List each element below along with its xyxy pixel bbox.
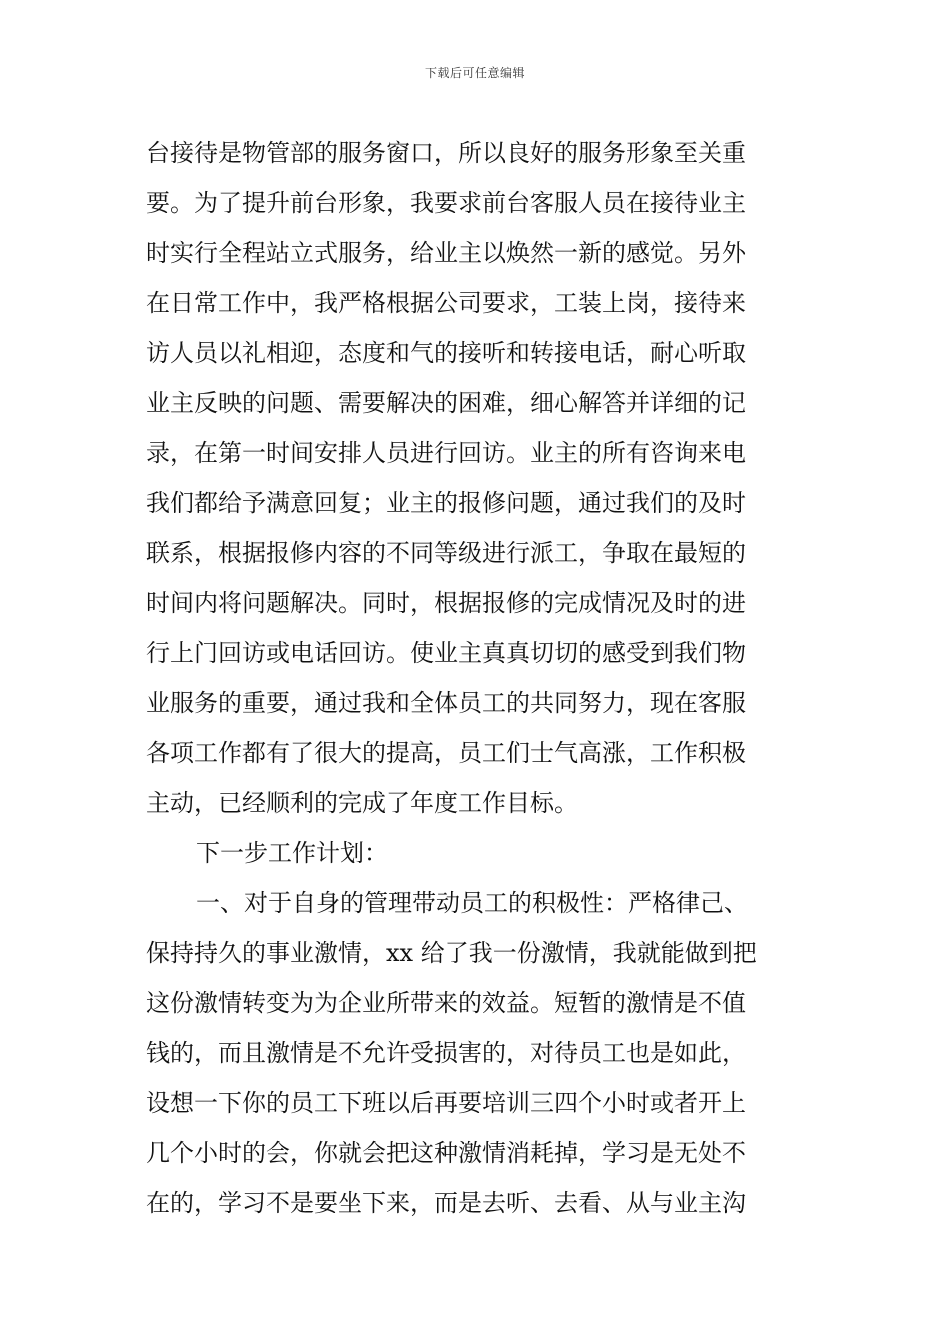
paragraph-line: 保持持久的事业激情，xx 给了我一份激情，我就能做到把 — [146, 939, 757, 967]
document-body — [146, 128, 811, 1228]
paragraph-line: 联系，根据报修内容的不同等级进行派工，争取在最短的 — [146, 539, 746, 567]
paragraph-line: 在日常工作中，我严格根据公司要求，工装上岗，接待来 — [146, 289, 746, 317]
paragraph-line: 几个小时的会，你就会把这种激情消耗掉，学习是无处不 — [146, 1139, 746, 1167]
paragraph-line: 时实行全程站立式服务，给业主以焕然一新的感觉。另外 — [146, 239, 746, 267]
paragraph-line: 我们都给予满意回复；业主的报修问题，通过我们的及时 — [146, 489, 746, 517]
paragraph-line: 一、对于自身的管理带动员工的积极性：严格律己、 — [196, 889, 748, 917]
paragraph-line: 访人员以礼相迎，态度和气的接听和转接电话，耐心听取 — [146, 339, 746, 367]
paragraph-line: 设想一下你的员工下班以后再要培训三四个小时或者开上 — [146, 1089, 746, 1117]
paragraph-line: 业主反映的问题、需要解决的困难，细心解答并详细的记 — [146, 389, 746, 417]
paragraph-line: 时间内将问题解决。同时，根据报修的完成情况及时的进 — [146, 589, 746, 617]
paragraph-line: 各项工作都有了很大的提高，员工们士气高涨，工作积极 — [146, 739, 746, 767]
paragraph-line: 在的，学习不是要坐下来，而是去听、去看、从与业主沟 — [146, 1189, 746, 1217]
paragraph-line: 录，在第一时间安排人员进行回访。业主的所有咨询来电 — [146, 439, 746, 467]
paragraph-line: 业服务的重要，通过我和全体员工的共同努力，现在客服 — [146, 689, 746, 717]
paragraph-line: 台接待是物管部的服务窗口，所以良好的服务形象至关重 — [146, 139, 746, 167]
paragraph-line: 主动，已经顺利的完成了年度工作目标。 — [146, 789, 578, 817]
section-heading: 下一步工作计划： — [196, 839, 388, 867]
paragraph-line: 要。为了提升前台形象，我要求前台客服人员在接待业主 — [146, 189, 746, 217]
page-header-note: 下载后可任意编辑 — [424, 66, 525, 80]
paragraph-line: 行上门回访或电话回访。使业主真真切切的感受到我们物 — [146, 639, 746, 667]
paragraph-line: 钱的，而且激情是不允许受损害的，对待员工也是如此， — [146, 1039, 746, 1067]
paragraph-line: 这份激情转变为为企业所带来的效益。短暂的激情是不值 — [146, 989, 746, 1017]
